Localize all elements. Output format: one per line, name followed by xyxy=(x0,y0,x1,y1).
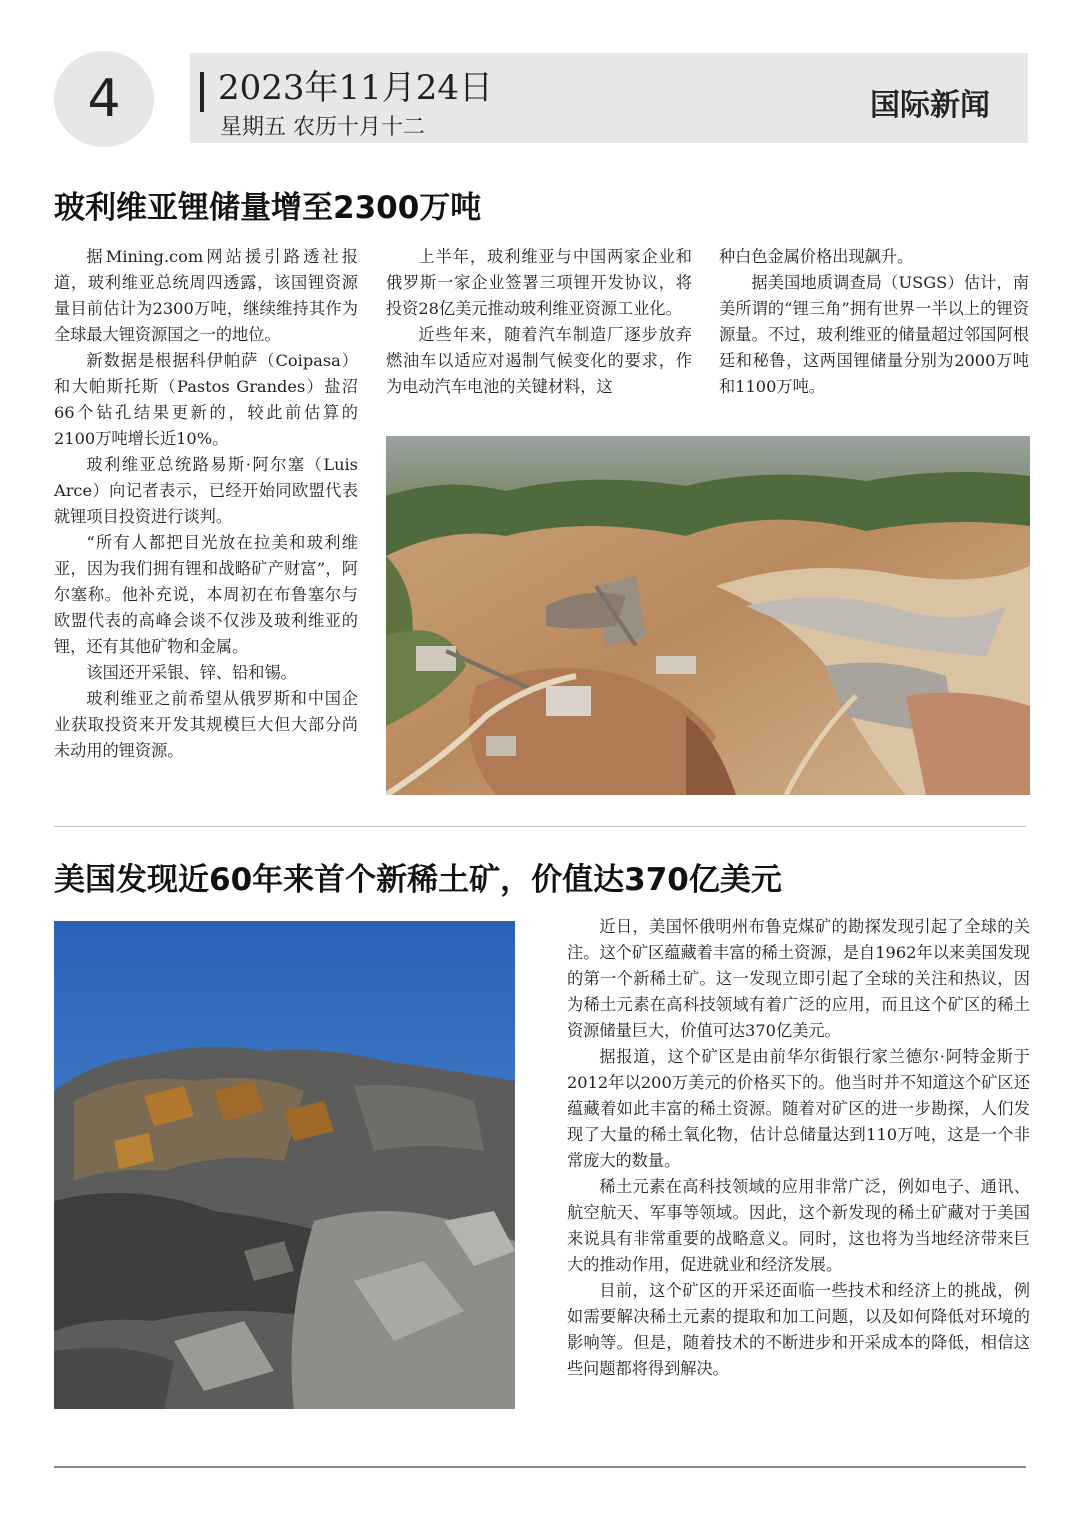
article1-headline: 玻利维亚锂储量增至2300万吨 xyxy=(54,190,482,226)
paragraph: 上半年，玻利维亚与中国两家企业和俄罗斯一家企业签署三项锂开发协议，将投资28亿美元推动玻利维亚资源工业化。 xyxy=(386,247,692,318)
paragraph: 该国还开采银、锌、铅和锡。 xyxy=(86,663,297,682)
weekday-lunar-date: 星期五 农历十月十二 xyxy=(220,115,425,140)
paragraph: 近日，美国怀俄明州布鲁克煤矿的勘探发现引起了全球的关注。这个矿区蕴藏着丰富的稀土资源，是自1962年以来美国发现的第一个新稀土矿。这一发现立即引起了全球的关注和热议，因为稀土元素在高科技领域有着广泛的应用，而且这个矿区的稀土资源储量巨大，价值可达370亿美元。 xyxy=(567,917,1030,1040)
paragraph: 稀土元素在高科技领域的应用非常广泛，例如电子、通讯、航空航天、军事等领域。因此，这个新发现的稀土矿藏对于美国来说具有非常重要的战略意义。同时，这也将为当地经济带来巨大的推动作用，促进就业和经济发展。 xyxy=(567,1177,1030,1274)
article2-headline: 美国发现近60年来首个新稀土矿，价值达370亿美元 xyxy=(54,862,782,898)
mine-aerial-photo xyxy=(386,436,1030,795)
paragraph: “所有人都把目光放在拉美和玻利维亚，因为我们拥有锂和战略矿产财富”，阿尔塞称。他补充说，本周初在布鲁塞尔与欧盟代表的高峰会谈不仅涉及玻利维亚的锂，还有其他矿物和金属。 xyxy=(54,533,358,656)
paragraph: 种白色金属价格出现飙升。 xyxy=(719,247,914,266)
paragraph: 玻利维亚总统路易斯·阿尔塞（Luis Arce）向记者表示，已经开始同欧盟代表就锂项目投资进行谈判。 xyxy=(54,455,358,526)
paragraph: 据报道，这个矿区是由前华尔街银行家兰德尔·阿特金斯于2012年以200万美元的价格买下的。他当时并不知道这个矿区还蕴藏着如此丰富的稀土资源。随着对矿区的进一步勘探，人们发现了大量的稀土氧化物，估计总储量达到110万吨，这是一个非常庞大的数量。 xyxy=(567,1047,1030,1170)
paragraph: 据美国地质调查局（USGS）估计，南美所谓的“锂三角”拥有世界一半以上的锂资源量。不过，玻利维亚的储量超过邻国阿根廷和秘鲁，这两国锂储量分别为2000万吨和1100万吨。 xyxy=(719,273,1029,396)
article1-column-3 xyxy=(719,244,1029,400)
article2-body xyxy=(567,914,1030,1382)
issue-date: 2023年11月24日 xyxy=(218,68,494,108)
paragraph: 玻利维亚之前希望从俄罗斯和中国企业获取投资来开发其规模巨大但大部分尚未动用的锂资源。 xyxy=(54,689,358,760)
paragraph: 近些年来，随着汽车制造厂逐步放弃燃油车以适应对遏制气候变化的要求，作为电动汽车电池的关键材料，这 xyxy=(386,325,692,396)
bottom-rule xyxy=(54,1466,1026,1468)
article1-column-2 xyxy=(386,244,692,400)
section-title: 国际新闻 xyxy=(870,88,990,123)
paragraph: 新数据是根据科伊帕萨（Coipasa）和大帕斯托斯（Pastos Grandes）盐沼66个钻孔结果更新的，较此前估算的2100万吨增长近10%。 xyxy=(54,351,358,448)
rare-earth-rock-photo xyxy=(54,921,515,1409)
paragraph: 目前，这个矿区的开采还面临一些技术和经济上的挑战，例如需要解决稀土元素的提取和加工问题，以及如何降低对环境的影响等。但是，随着技术的不断进步和开采成本的降低，相信这些问题都将得到解决。 xyxy=(567,1281,1030,1378)
page-number: 4 xyxy=(54,51,154,147)
article-divider xyxy=(54,826,1026,827)
header-divider xyxy=(200,72,204,112)
article1-column-1 xyxy=(54,244,358,764)
paragraph: 据Mining.com网站援引路透社报道，玻利维亚总统周四透露，该国锂资源量目前估计为2300万吨，继续维持其作为全球最大锂资源国之一的地位。 xyxy=(54,247,358,344)
